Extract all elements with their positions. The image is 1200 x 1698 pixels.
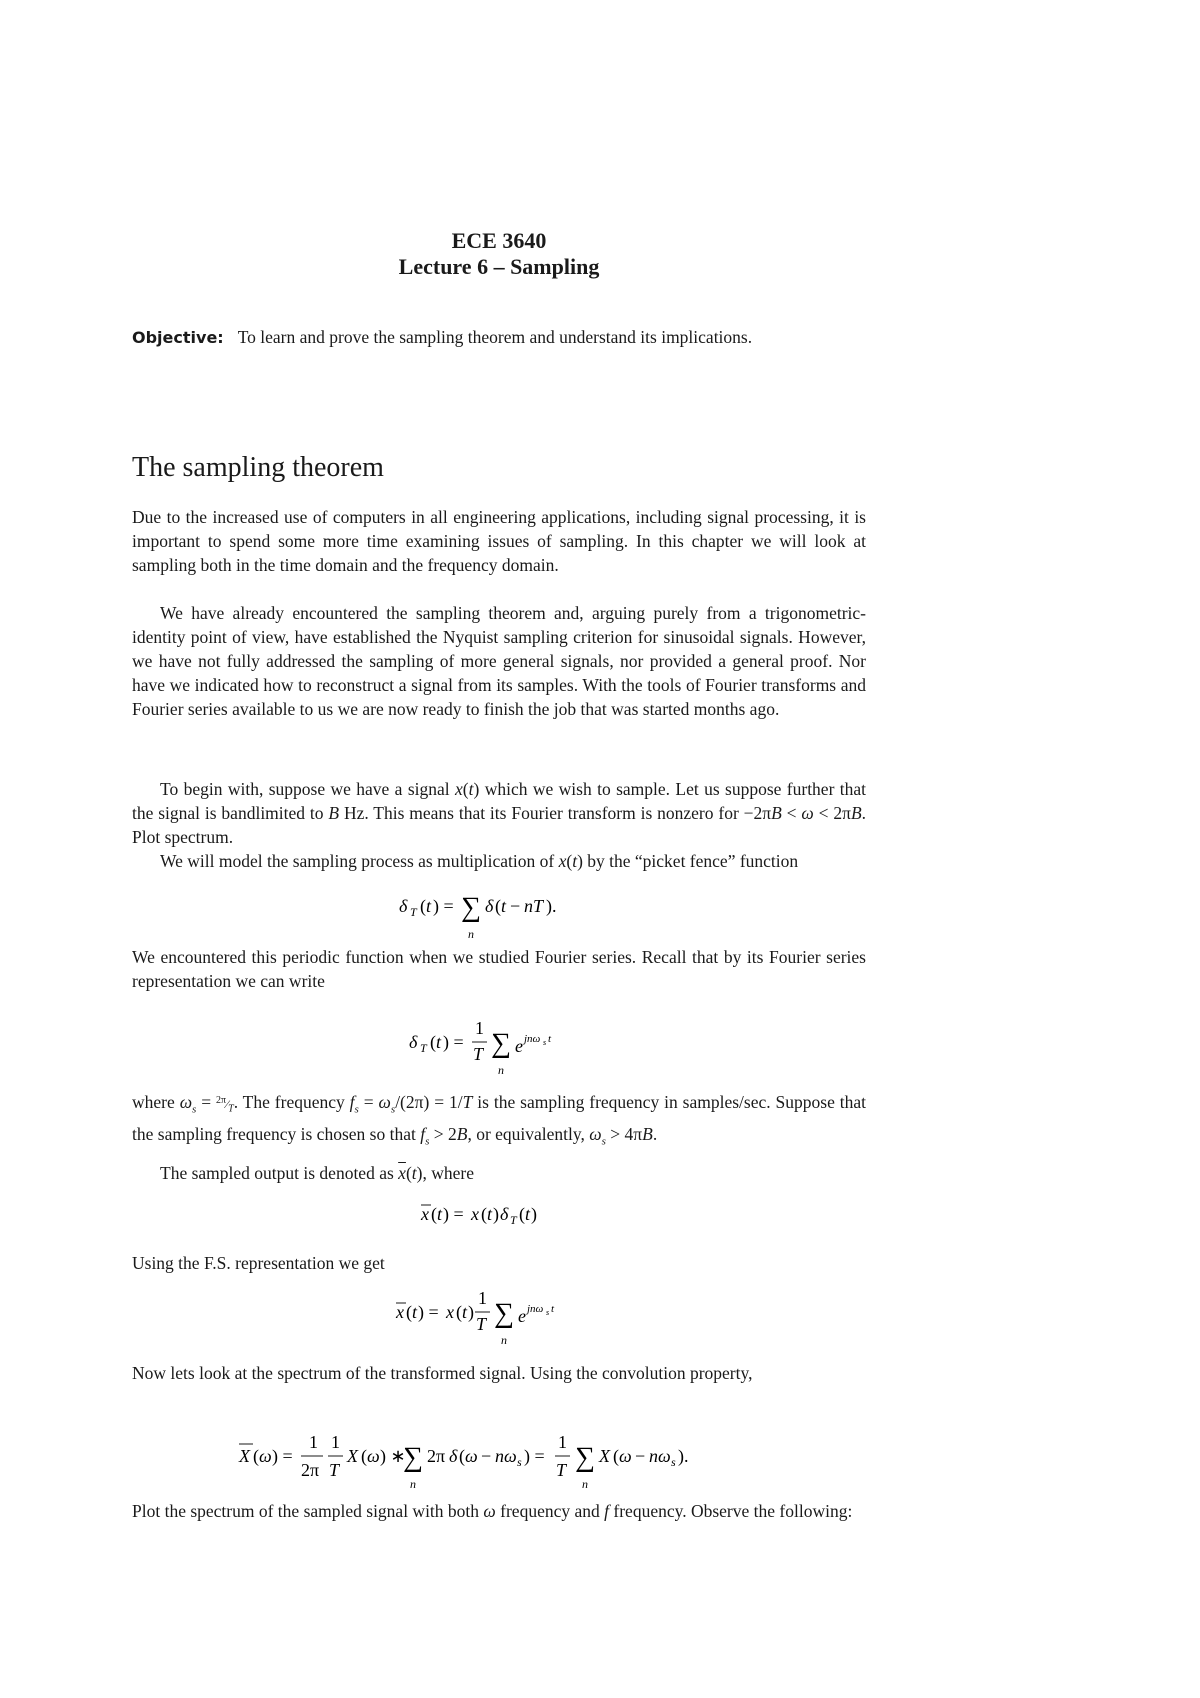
svg-text:t: t xyxy=(551,1303,555,1315)
svg-text:X: X xyxy=(599,1446,610,1466)
equation-sampled-output xyxy=(132,1196,866,1230)
svg-text:).: ). xyxy=(546,896,557,916)
svg-text:): ) xyxy=(493,1204,499,1224)
svg-text:).: ). xyxy=(678,1446,689,1466)
svg-text:T: T xyxy=(329,1460,340,1480)
svg-text:(: ( xyxy=(253,1446,259,1466)
svg-text:t: t xyxy=(501,896,507,916)
equation-sampled-spectrum xyxy=(132,1426,866,1490)
svg-text:n: n xyxy=(582,1477,588,1490)
svg-text:t: t xyxy=(436,1032,442,1052)
svg-text:1: 1 xyxy=(331,1432,340,1452)
svg-text:x: x xyxy=(396,1302,404,1322)
svg-text:(: ( xyxy=(431,1204,437,1224)
svg-text:) =: ) = xyxy=(418,1302,439,1322)
lecture-title: Lecture 6 – Sampling xyxy=(398,254,600,279)
paragraph-sampling-frequency: where $\omega_s$ = $^{2\pi}⁄_T$. The frequency $f_s = \omega_s/(2\pi) = 1/T$ is the sampling frequency in samples/sec. Suppose that the sampling frequency is chosen so that $f_s > 2B$, or equivalently, $\omega_s > 4\pi B$. xyxy=(132,1092,866,1147)
paragraph-fourier-series: We encountered this periodic function when we studied Fourier series. Recall that by its Fourier series representation we can write xyxy=(132,947,866,991)
svg-text:x: x xyxy=(471,1204,479,1224)
svg-text:(: ( xyxy=(481,1204,487,1224)
svg-text:) =: ) = xyxy=(524,1446,545,1466)
svg-text:1: 1 xyxy=(475,1018,484,1038)
equation-picket-fence xyxy=(132,888,866,944)
svg-text:t: t xyxy=(548,1033,552,1045)
svg-text:n: n xyxy=(498,1063,504,1076)
svg-text:δ: δ xyxy=(409,1032,418,1052)
svg-text:x: x xyxy=(446,1302,454,1322)
svg-text:T: T xyxy=(476,1314,487,1334)
svg-text:1: 1 xyxy=(309,1432,318,1452)
objective xyxy=(132,325,866,350)
svg-text:t: t xyxy=(412,1302,418,1322)
svg-text:x: x xyxy=(421,1204,429,1224)
svg-text:(: ( xyxy=(420,896,426,916)
svg-text:−: − xyxy=(481,1446,492,1466)
svg-text:t: t xyxy=(462,1302,468,1322)
svg-text:δ: δ xyxy=(485,896,494,916)
svg-text:∑: ∑ xyxy=(575,1442,595,1473)
svg-text:s: s xyxy=(671,1455,676,1469)
svg-text:(: ( xyxy=(459,1446,465,1466)
section-heading: The sampling theorem xyxy=(132,452,384,483)
svg-text:X: X xyxy=(347,1446,358,1466)
svg-text:T: T xyxy=(510,1213,517,1227)
svg-text:e: e xyxy=(515,1036,523,1056)
svg-text:ω: ω xyxy=(465,1446,478,1466)
svg-text:δ: δ xyxy=(399,896,408,916)
course-title: ECE 3640 xyxy=(451,228,547,253)
svg-text:): ) xyxy=(468,1302,474,1322)
svg-text:) =: ) = xyxy=(443,1032,464,1052)
svg-text:(: ( xyxy=(613,1446,619,1466)
svg-text:ω: ω xyxy=(259,1446,272,1466)
svg-text:jnω: jnω xyxy=(527,1303,544,1315)
svg-text:t: t xyxy=(437,1204,443,1224)
svg-text:∑: ∑ xyxy=(494,1298,514,1329)
svg-text:n: n xyxy=(501,1333,507,1346)
paragraph-bandlimited: To begin with, suppose we have a signal x(t) which we wish to sample. Let us suppose further that the signal is bandlimited to B Hz. This means that its Fourier transform is nonzero for −2πB < ω < 2πB. Plot spectrum. xyxy=(132,779,867,847)
svg-text:2π: 2π xyxy=(301,1460,320,1480)
equation-fs-representation xyxy=(132,1012,866,1076)
svg-text:) =: ) = xyxy=(433,896,454,916)
svg-text:−: − xyxy=(635,1446,646,1466)
svg-text:1: 1 xyxy=(478,1288,487,1308)
paragraph-convolution: Now lets look at the spectrum of the transformed signal. Using the convolution property, xyxy=(132,1363,753,1383)
svg-text:n: n xyxy=(468,927,474,941)
paragraph-nyquist: We have already encountered the sampling theorem and, arguing purely from a trigonometric-identity point of view, have established the Nyquist sampling criterion for sinusoidal signals. However, we have not fully addressed the sampling of more general signals, nor provided a general proof. Nor have we indicated how to reconstruct a signal from its samples. With the tools of Fourier transforms and Fourier series available to us we are now ready to finish the job that was started months ago. xyxy=(132,603,866,719)
svg-text:ω: ω xyxy=(367,1446,380,1466)
svg-text:X: X xyxy=(239,1446,250,1466)
svg-text:ω: ω xyxy=(619,1446,632,1466)
svg-text:1: 1 xyxy=(558,1432,567,1452)
svg-text:s: s xyxy=(546,1308,550,1317)
svg-text:(: ( xyxy=(361,1446,367,1466)
svg-text:s: s xyxy=(543,1038,547,1047)
svg-text:∑: ∑ xyxy=(491,1028,511,1059)
svg-text:jnω: jnω xyxy=(524,1033,541,1045)
svg-text:∑: ∑ xyxy=(403,1442,423,1473)
objective-label: Objective: xyxy=(132,328,224,347)
paragraph-plot-spectrum: Plot the spectrum of the sampled signal with both ω frequency and f frequency. Observe the following: xyxy=(132,1501,853,1521)
svg-text:(: ( xyxy=(495,896,501,916)
svg-text:δ: δ xyxy=(500,1204,509,1224)
svg-text:T: T xyxy=(420,1041,427,1055)
svg-text:(: ( xyxy=(406,1302,412,1322)
svg-text:δ: δ xyxy=(449,1446,458,1466)
svg-text:T: T xyxy=(556,1460,567,1480)
svg-text:(: ( xyxy=(456,1302,462,1322)
svg-text:(: ( xyxy=(519,1204,525,1224)
svg-text:∑: ∑ xyxy=(461,892,481,923)
svg-text:T: T xyxy=(410,905,417,919)
svg-text:t: t xyxy=(487,1204,493,1224)
paragraph-picket-fence: We will model the sampling process as multiplication of x(t) by the “picket fence” function xyxy=(160,851,799,871)
paragraph-intro: Due to the increased use of computers in all engineering applications, including signal processing, it is important to spend some more time examining issues of sampling. In this chapter we will look at sampling both in the time domain and the frequency domain. xyxy=(132,507,866,575)
svg-text:n: n xyxy=(410,1477,416,1490)
svg-text:) =: ) = xyxy=(272,1446,293,1466)
svg-text:) =: ) = xyxy=(443,1204,464,1224)
svg-text:−: − xyxy=(510,896,521,916)
svg-text:e: e xyxy=(518,1306,526,1326)
svg-text:t: t xyxy=(426,896,432,916)
svg-text:2π: 2π xyxy=(427,1446,446,1466)
svg-text:nω: nω xyxy=(649,1446,671,1466)
svg-text:t: t xyxy=(525,1204,531,1224)
svg-text:) ∗: ) ∗ xyxy=(380,1446,406,1466)
objective-text: To learn and prove the sampling theorem and understand its implications. xyxy=(237,327,753,347)
paragraph-sampled-output: The sampled output is denoted as $\overline{x}(t)$, where xyxy=(160,1163,474,1183)
svg-text:(: ( xyxy=(430,1032,436,1052)
svg-text:s: s xyxy=(517,1455,522,1469)
paragraph-fs-substitution: Using the F.S. representation we get xyxy=(132,1253,385,1273)
svg-text:nω: nω xyxy=(495,1446,517,1466)
svg-text:nT: nT xyxy=(524,896,544,916)
svg-text:T: T xyxy=(473,1044,484,1064)
equation-sampled-fs xyxy=(132,1282,866,1346)
svg-text:): ) xyxy=(531,1204,537,1224)
